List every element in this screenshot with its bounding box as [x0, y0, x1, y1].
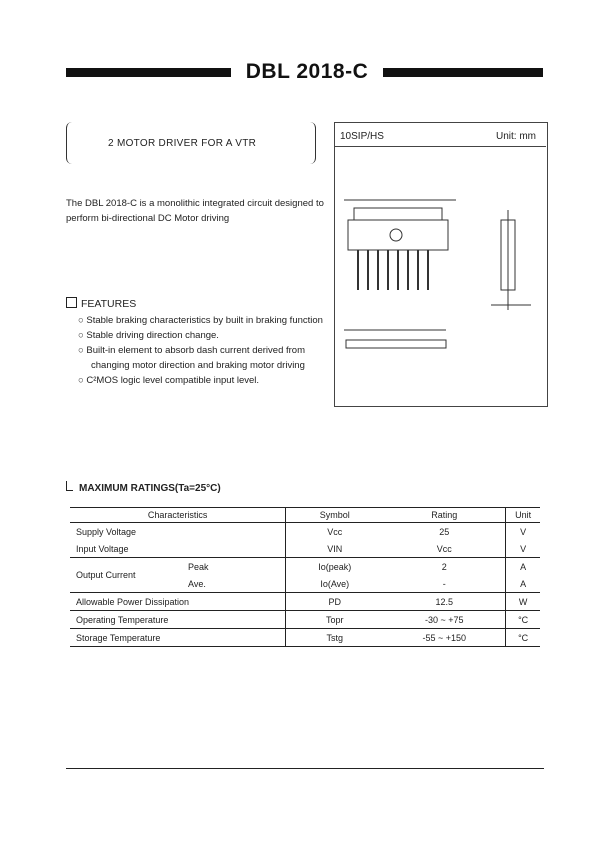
header-bar-left	[66, 68, 231, 77]
table-header	[70, 508, 540, 523]
ratings-heading	[66, 481, 221, 494]
col-unit: Unit	[506, 508, 540, 523]
cell-char: Supply Voltage	[70, 523, 286, 541]
ratings-heading-text: MAXIMUM RATINGS(Ta=25°C)	[79, 483, 221, 494]
cell-rating: 2	[383, 558, 506, 576]
footer-rule	[66, 768, 544, 769]
cell-rating: -55 ~ +150	[383, 629, 506, 647]
cell-symbol: Vcc	[327, 526, 343, 537]
table-row	[70, 629, 540, 647]
cell-char: Input Voltage	[70, 540, 286, 558]
cell-rating: 12.5	[383, 593, 506, 611]
package-drawing	[336, 180, 544, 380]
cell-unit: A	[520, 578, 527, 589]
cell-symbol: Tstg	[286, 629, 384, 647]
cell-char: Output Current	[70, 558, 182, 593]
cell-symbol: Topr	[286, 611, 384, 629]
table-row	[70, 523, 540, 541]
cell-unit: V	[520, 526, 527, 537]
table-row	[70, 611, 540, 629]
cell-symbol: PD	[286, 593, 384, 611]
cell-unit: W	[506, 593, 540, 611]
cell-rating: -	[383, 575, 506, 593]
cell-char: Storage Temperature	[70, 629, 286, 647]
cell-rating: Vcc	[383, 540, 506, 558]
cell-unit: °C	[506, 629, 540, 647]
description: The DBL 2018-C is a monolithic integrated circuit designed to perform bi-directional DC Motor driving	[66, 198, 324, 224]
package-name: 10SIP/HS	[340, 131, 384, 142]
feature-item: ○ Stable driving direction change.	[78, 328, 330, 343]
cell-sub: Peak	[182, 558, 286, 576]
ratings-table	[70, 507, 540, 647]
cell-char: Allowable Power Dissipation	[70, 593, 286, 611]
feature-item: ○ C²MOS logic level compatible input level.	[78, 373, 330, 388]
cell-char: Operating Temperature	[70, 611, 286, 629]
checkbox-icon	[66, 297, 77, 308]
features-heading	[66, 297, 136, 310]
cell-rating: 25	[383, 523, 506, 541]
cell-sub: Ave.	[182, 575, 286, 593]
package-unit: Unit: mm	[496, 131, 536, 142]
col-characteristics: Characteristics	[70, 508, 286, 523]
col-symbol: Symbol	[286, 508, 384, 523]
features-heading-text: FEATURES	[81, 298, 137, 310]
cell-symbol: Io(peak)	[286, 558, 384, 576]
cell-unit: A	[506, 558, 540, 576]
table-row	[70, 540, 540, 558]
cell-unit: V	[520, 543, 527, 554]
cell-rating: -30 ~ +75	[383, 611, 506, 629]
page-title: DBL 2018-C	[245, 60, 369, 83]
features-list	[78, 313, 330, 388]
cell-unit: °C	[506, 611, 540, 629]
col-rating: Rating	[383, 508, 506, 523]
feature-item: ○ Stable braking characteristics by built in braking function	[78, 313, 330, 328]
subtitle: 2 MOTOR DRIVER FOR A VTR	[108, 138, 257, 149]
cell-symbol: VIN	[327, 543, 343, 554]
package-divider	[334, 146, 546, 147]
feature-item: ○ Built-in element to absorb dash current derived from changing motor direction and braking motor driving	[78, 343, 330, 373]
table-row	[70, 593, 540, 611]
table-row	[70, 558, 540, 576]
bracket-icon	[66, 481, 73, 491]
header-bar-right	[383, 68, 543, 77]
cell-symbol: Io(Ave)	[320, 578, 350, 589]
